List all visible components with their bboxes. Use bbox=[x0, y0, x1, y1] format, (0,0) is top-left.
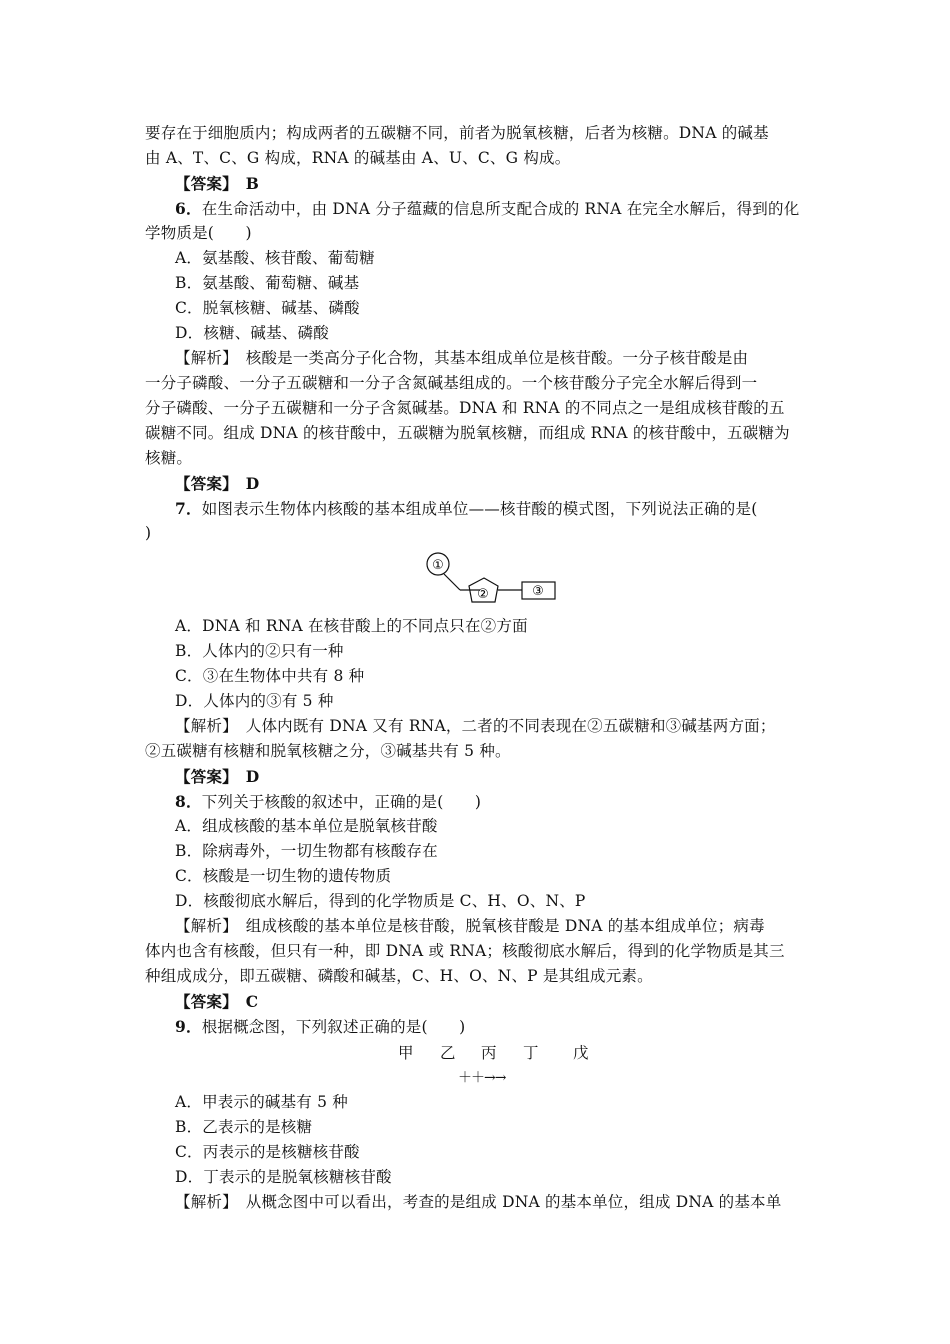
option-c: C．丙表示的是核糖核苷酸 bbox=[175, 1143, 360, 1161]
analysis: 【解析】 核酸是一类高分子化合物，其基本组成单位是核苷酸。一分子核苷酸是由 bbox=[175, 349, 749, 367]
concept-yi: 乙 bbox=[440, 1044, 456, 1062]
question-text: 在生命活动中，由 DNA 分子蕴藏的信息所支配合成的 RNA 在完全水解后，得到的化 bbox=[201, 200, 800, 218]
concept-bing: 丙 bbox=[481, 1044, 497, 1062]
option-c: C．核酸是一切生物的遗传物质 bbox=[175, 867, 392, 885]
option-b: B．除病毒外，一切生物都有核酸存在 bbox=[175, 842, 438, 860]
concept-wu: 戊 bbox=[573, 1044, 589, 1062]
label-3: ③ bbox=[532, 584, 544, 599]
text-line: 一分子磷酸、一分子五碳糖和一分子含氮碱基组成的。一个核苷酸分子完全水解后得到一 bbox=[145, 374, 758, 392]
question-6 bbox=[175, 196, 840, 222]
option-a: A．甲表示的碱基有 5 种 bbox=[175, 1093, 349, 1111]
text-line: 种组成成分，即五碳糖、磷酸和碱基，C、H、O、N、P 是其组成元素。 bbox=[145, 967, 653, 985]
analysis: 【解析】 组成核酸的基本单位是核苷酸，脱氧核苷酸是 DNA 的基本组成单位；病毒 bbox=[175, 917, 765, 935]
question-text: 下列关于核酸的叙述中，正确的是( ) bbox=[201, 793, 482, 811]
question-text: 如图表示生物体内核酸的基本组成单位——核苷酸的模式图，下列说法正确的是( bbox=[201, 500, 758, 518]
text-line: 体内也含有核酸，但只有一种，即 DNA 或 RNA；核酸彻底水解后，得到的化学物质是其三 bbox=[145, 942, 785, 960]
concept-ding: 丁 bbox=[523, 1044, 539, 1062]
text-line: 分子磷酸、一分子五碳糖和一分子含氮碱基。DNA 和 RNA 的不同点之一是组成核苷酸的五 bbox=[145, 399, 785, 417]
question-9 bbox=[175, 1014, 840, 1040]
option-a: A．DNA 和 RNA 在核苷酸上的不同点只在②方面 bbox=[175, 617, 528, 635]
question-number: 8． bbox=[175, 792, 202, 811]
text-line: ②五碳糖有核糖和脱氧核糖之分，③碱基共有 5 种。 bbox=[145, 742, 511, 760]
option-d: D．核糖、碱基、磷酸 bbox=[175, 324, 329, 342]
question-8 bbox=[175, 789, 840, 815]
option-d: D．丁表示的是脱氧核糖核苷酸 bbox=[175, 1168, 392, 1186]
question-number: 9． bbox=[175, 1017, 202, 1036]
answer-label: 【答案】 D bbox=[175, 474, 260, 493]
option-b: B．乙表示的是核糖 bbox=[175, 1118, 313, 1136]
answer-label: 【答案】 C bbox=[175, 992, 259, 1011]
option-a: A．组成核酸的基本单位是脱氧核苷酸 bbox=[175, 817, 438, 835]
bond-line bbox=[444, 574, 460, 590]
label-2: ② bbox=[477, 587, 489, 602]
nucleotide-diagram bbox=[420, 548, 560, 610]
concept-jia: 甲 bbox=[398, 1044, 414, 1062]
concept-arrows: ＋＋→→ bbox=[458, 1070, 506, 1086]
question-number: 7． bbox=[175, 499, 202, 518]
option-c: C．③在生物体中共有 8 种 bbox=[175, 667, 365, 685]
analysis: 【解析】 从概念图中可以看出，考查的是组成 DNA 的基本单位，组成 DNA 的基本单 bbox=[175, 1193, 782, 1211]
text-line: 学物质是( ) bbox=[145, 224, 252, 242]
analysis: 【解析】 人体内既有 DNA 又有 RNA，二者的不同表现在②五碳糖和③碱基两方面； bbox=[175, 717, 776, 735]
option-d: D．人体内的③有 5 种 bbox=[175, 692, 334, 710]
text-line: ) bbox=[145, 524, 152, 542]
text-line: 碳糖不同。组成 DNA 的核苷酸中，五碳糖为脱氧核糖，而组成 RNA 的核苷酸中，五碳糖为 bbox=[145, 424, 790, 442]
question-text: 根据概念图，下列叙述正确的是( ) bbox=[201, 1018, 466, 1036]
text-line: 要存在于细胞质内；构成两者的五碳糖不同，前者为脱氧核糖，后者为核糖。DNA 的碱基 bbox=[145, 124, 769, 142]
option-b: B．氨基酸、葡萄糖、碱基 bbox=[175, 274, 360, 292]
label-1: ① bbox=[432, 558, 444, 573]
option-d: D．核酸彻底水解后，得到的化学物质是 C、H、O、N、P bbox=[175, 892, 586, 910]
answer-label: 【答案】 D bbox=[175, 767, 260, 786]
option-c: C．脱氧核糖、碱基、磷酸 bbox=[175, 299, 360, 317]
question-7 bbox=[175, 496, 840, 522]
text-line: 由 A、T、C、G 构成，RNA 的碱基由 A、U、C、G 构成。 bbox=[145, 149, 571, 167]
text-line: 核糖。 bbox=[145, 449, 193, 467]
option-b: B．人体内的②只有一种 bbox=[175, 642, 344, 660]
question-number: 6． bbox=[175, 199, 202, 218]
answer-label: 【答案】 B bbox=[175, 174, 260, 193]
option-a: A．氨基酸、核苷酸、葡萄糖 bbox=[175, 249, 375, 267]
